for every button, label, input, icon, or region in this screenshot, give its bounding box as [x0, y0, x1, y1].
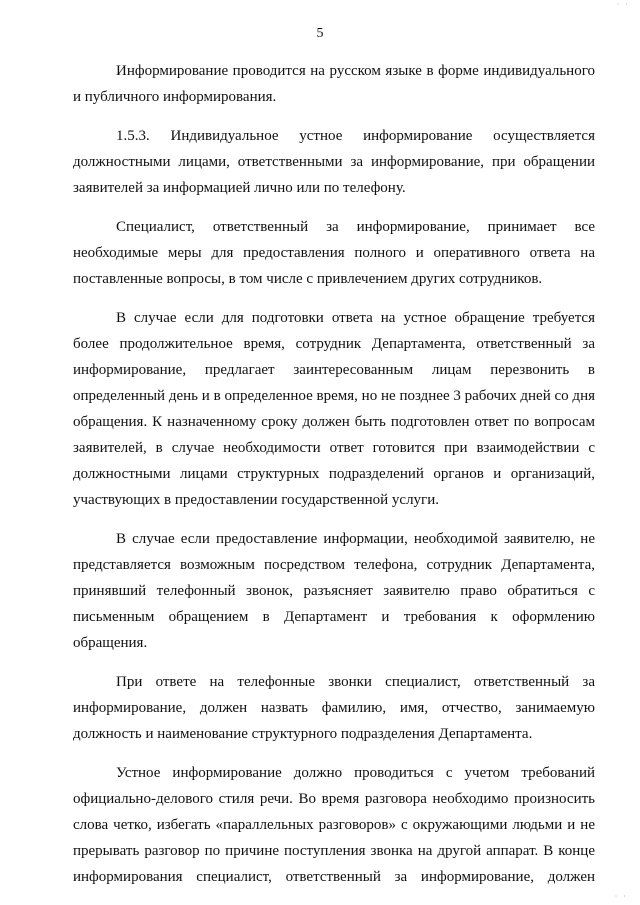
document-body — [73, 58, 595, 890]
paragraph-specialist-measures: Специалист, ответственный за информирование, принимает все необходимые меры для предоставления полного и оперативного ответа на поставленные вопросы, в том числе с привлечением других сотрудников. — [73, 219, 595, 287]
scan-artifact-bottom: · · — [614, 892, 628, 901]
paragraph-longer-response-time: В случае если для подготовки ответа на устное обращение требуется более продолжительное время, сотрудник Департамента, ответственный за информирование, предлагает заинтересованным лицам перезвонить в определенный день и в определенное время, но не позднее 3 рабочих дней со дня обращения. К назначенному сроку должен быть подготовлен ответ по вопросам заявителей, в случае необходимости ответ готовится при взаимодействии с должностными лицами структурных подразделений органов и организаций, участвующих в предоставлении государственной услуги. — [73, 310, 595, 508]
page-number: 5 — [316, 26, 324, 41]
paragraph-individual-oral-informing: 1.5.3. Индивидуальное устное информирование осуществляется должностными лицами, ответственными за информирование, при обращении заявителей за информацией лично или по телефону. — [73, 128, 595, 196]
paragraph-phone-call-answer: При ответе на телефонные звонки специалист, ответственный за информирование, должен назвать фамилию, имя, отчество, занимаемую должность и наименование структурного подразделения Департамента. — [73, 674, 595, 742]
paragraph-phone-not-possible: В случае если предоставление информации, необходимой заявителю, не представляется возможным посредством телефона, сотрудник Департамента, принявший телефонный звонок, разъясняет заявителю право обратиться с письменным обращением в Департамент и требования к оформлению обращения. — [73, 531, 595, 651]
scan-artifact-top: · · — [616, 0, 630, 9]
paragraph-informing-language: Информирование проводится на русском языке в форме индивидуального и публичного информирования. — [73, 63, 595, 105]
paragraph-oral-informing-style: Устное информирование должно проводиться с учетом требований официально-делового стиля речи. Во время разговора необходимо произносить слова четко, избегать «параллельных разговоров» с окружающими людьми и не прерывать разговор по причине поступления звонка на другой аппарат. В конце информирования специалист, ответственный за информирование, должен — [73, 765, 595, 885]
